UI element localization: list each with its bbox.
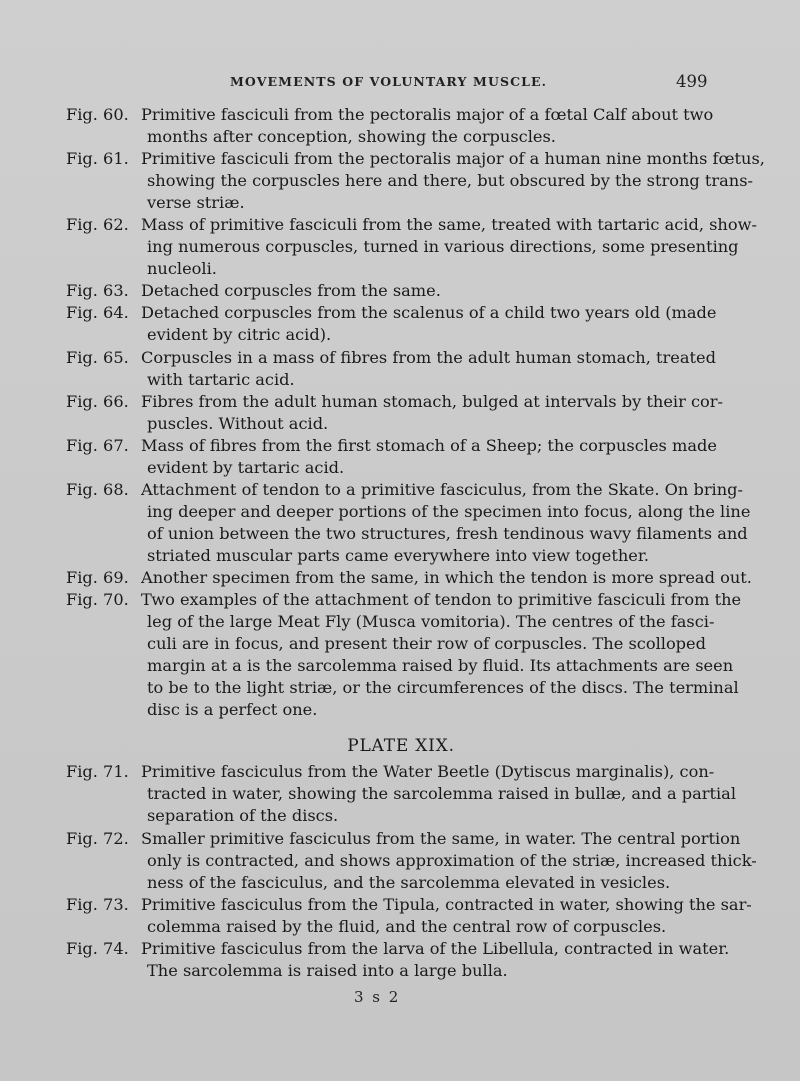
figure-description-line: of union between the two structures, fresh tendinous wavy filaments and	[147, 523, 748, 543]
figure-label: Fig. 73.	[66, 894, 129, 914]
figure-label: Fig. 61.	[66, 149, 129, 169]
figure-label: Fig. 68.	[66, 479, 129, 499]
running-title: MOVEMENTS OF VOLUNTARY MUSCLE.	[230, 74, 548, 89]
figure-description-line: Primitive fasciculi from the pectoralis major of a fœtal Calf about two	[141, 105, 714, 124]
figure-description-line: disc is a perfect one.	[147, 700, 318, 720]
figure-description-line: margin at a is the sarcolemma raised by fluid. Its attachments are seen	[147, 656, 734, 676]
figure-entry	[66, 938, 730, 982]
figure-description-line: months after conception, showing the corpuscles.	[147, 127, 556, 147]
figure-entry	[66, 479, 751, 567]
figure-entry	[66, 567, 752, 589]
figure-description-line: evident by citric acid).	[147, 325, 332, 345]
figure-label: Fig. 66.	[66, 391, 129, 411]
figure-description-line: only is contracted, and shows approximation of the striæ, increased thick-	[147, 850, 757, 870]
figure-description-line: Attachment of tendon to a primitive fasciculus, from the Skate. On bring-	[141, 479, 743, 499]
figure-description-line: verse striæ.	[147, 193, 245, 213]
figure-label: Fig. 72.	[66, 828, 129, 848]
figure-entry	[66, 435, 717, 479]
figure-description-line: Corpuscles in a mass of fibres from the adult human stomach, treated	[141, 347, 716, 367]
figure-label: Fig. 74.	[66, 938, 129, 958]
figure-entry	[66, 347, 716, 391]
figure-label: Fig. 64.	[66, 303, 129, 323]
figure-description-line: Two examples of the attachment of tendon to primitive fasciculi from the	[141, 590, 742, 610]
figure-description-line: Fibres from the adult human stomach, bulged at intervals by their cor-	[141, 391, 724, 411]
figure-description-line: ing numerous corpuscles, turned in various directions, some presenting	[147, 237, 739, 257]
figure-entry	[66, 589, 742, 721]
page-number: 499	[676, 72, 708, 91]
figure-label: Fig. 65.	[66, 347, 129, 367]
figure-description-line: Detached corpuscles from the same.	[141, 281, 441, 301]
figure-label: Fig. 63.	[66, 281, 129, 301]
figure-description-line: culi are in focus, and present their row of corpuscles. The scolloped	[147, 634, 706, 654]
figure-list-plate-xviii	[66, 104, 765, 721]
figure-label: Fig. 60.	[66, 105, 129, 124]
figure-description-line: striated muscular parts came everywhere into view together.	[147, 545, 649, 565]
figure-descriptions	[66, 104, 765, 982]
figure-entry	[66, 104, 714, 148]
figure-description-line: evident by tartaric acid.	[147, 457, 345, 477]
figure-description-line: Primitive fasciculus from the Tipula, contracted in water, showing the sar-	[141, 894, 752, 914]
figure-label: Fig. 62.	[66, 215, 129, 235]
plate-heading: PLATE XIX.	[347, 736, 455, 757]
figure-description-line: Primitive fasciculus from the Water Beetle (Dytiscus marginalis), con-	[141, 762, 715, 782]
figure-description-line: nucleoli.	[147, 259, 217, 279]
figure-description-line: Another specimen from the same, in which the tendon is more spread out.	[141, 567, 752, 587]
figure-label: Fig. 70.	[66, 590, 129, 610]
figure-description-line: Mass of primitive fasciculi from the same, treated with tartaric acid, show-	[141, 215, 757, 235]
signature-mark: 3 s 2	[354, 988, 401, 1006]
figure-description-line: Primitive fasciculi from the pectoralis major of a human nine months fœtus,	[141, 149, 765, 169]
figure-description-line: The sarcolemma is raised into a large bulla.	[147, 960, 508, 980]
figure-description-line: leg of the large Meat Fly (Musca vomitoria). The centres of the fasci-	[147, 612, 715, 632]
figure-description-line: puscles. Without acid.	[147, 413, 329, 433]
figure-entry	[66, 761, 737, 827]
figure-description-line: Primitive fasciculus from the larva of the Libellula, contracted in water.	[141, 938, 730, 958]
figure-description-line: to be to the light striæ, or the circumferences of the discs. The terminal	[147, 678, 739, 698]
figure-list-plate-xix	[66, 761, 757, 981]
figure-label: Fig. 71.	[66, 762, 129, 782]
figure-description-line: Mass of fibres from the first stomach of a Sheep; the corpuscles made	[141, 435, 717, 455]
figure-entry	[66, 214, 757, 280]
figure-description-line: colemma raised by the fluid, and the central row of corpuscles.	[147, 916, 667, 936]
figure-entry	[66, 280, 706, 302]
figure-description-line: ing deeper and deeper portions of the specimen into focus, along the line	[147, 501, 751, 521]
figure-entry	[66, 894, 752, 938]
figure-entry	[66, 828, 757, 894]
figure-description-line: Detached corpuscles from the scalenus of a child two years old (made	[141, 303, 717, 323]
figure-entry	[66, 148, 765, 214]
figure-entry	[66, 391, 724, 435]
page-header	[0, 72, 800, 96]
figure-entry	[66, 302, 717, 346]
figure-label: Fig. 69.	[66, 567, 129, 587]
figure-description-line: Smaller primitive fasciculus from the same, in water. The central portion	[141, 828, 741, 848]
figure-description-line: showing the corpuscles here and there, but obscured by the strong trans-	[147, 171, 753, 191]
figure-description-line: ness of the fasciculus, and the sarcolemma elevated in vesicles.	[147, 872, 671, 892]
figure-description-line: tracted in water, showing the sarcolemma raised in bullæ, and a partial	[147, 784, 737, 804]
figure-description-line: separation of the discs.	[147, 806, 339, 826]
figure-label: Fig. 67.	[66, 435, 129, 455]
figure-description-line: with tartaric acid.	[147, 369, 295, 389]
